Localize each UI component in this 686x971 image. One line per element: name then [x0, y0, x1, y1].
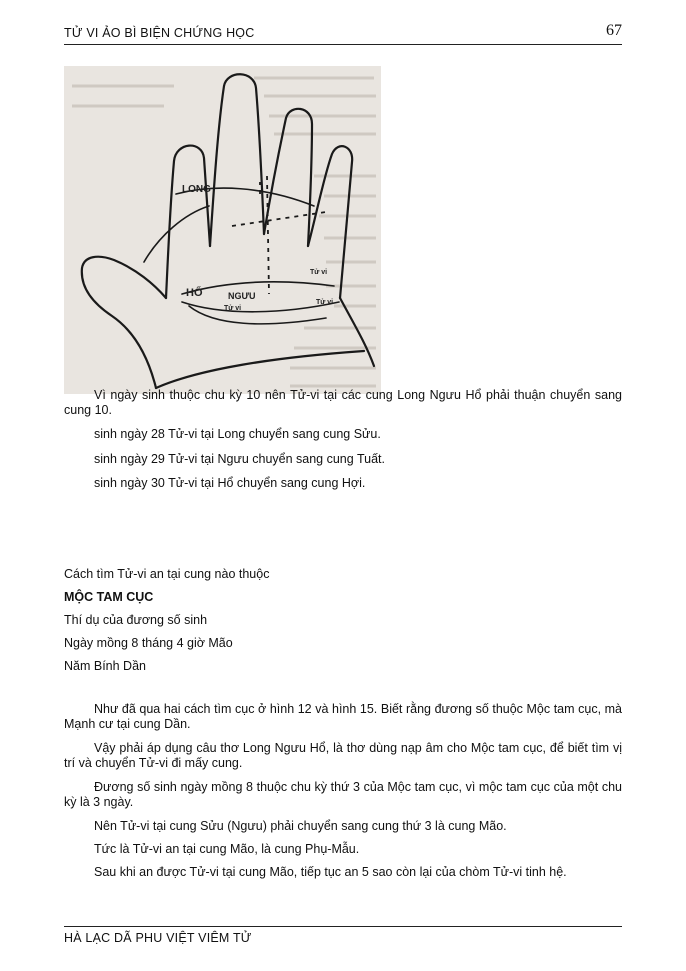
hand-diagram-figure — [64, 66, 381, 394]
paragraph-cycle-10: Vì ngày sinh thuộc chu kỳ 10 nên Tử-vi tại các cung Long Ngưu Hổ phải thuận chuyển sang cung 10. — [64, 388, 622, 417]
paragraph-move: Nên Tử-vi tại cung Sửu (Ngưu) phải chuyển sang cung thứ 3 là cung Mão. — [94, 819, 507, 833]
hand-diagram — [64, 66, 381, 394]
paragraph-day-28: sinh ngày 28 Tử-vi tại Long chuyển sang cung Sửu. — [94, 427, 381, 441]
example-year: Năm Bính Dần — [64, 659, 146, 673]
page-header — [64, 24, 622, 45]
label-tuvi-2: Tử vi — [310, 269, 328, 276]
paragraph-five-stars: Sau khi an được Tử-vi tại cung Mão, tiếp tục an 5 sao còn lại của chòm Tử-vi tinh hệ. — [94, 865, 567, 879]
label-long: LONG — [182, 184, 211, 195]
label-ho: HỔ — [186, 287, 203, 299]
background-text-lines — [72, 78, 376, 386]
label-tuvi-3: Tử vi — [316, 299, 334, 306]
paragraph-cuc: Như đã qua hai cách tìm cục ở hình 12 và hình 15. Biết rằng đương số thuộc Mộc tam cục, mà Mạnh cư tại cung Dần. — [64, 702, 622, 731]
paragraph-day-29: sinh ngày 29 Tử-vi tại Ngưu chuyển sang cung Tuất. — [94, 452, 385, 466]
header-title: TỬ VI ẢO BÌ BIỆN CHỨNG HỌC — [64, 26, 255, 40]
section-heading: MỘC TAM CỤC — [64, 590, 154, 604]
footer-text: HÀ LẠC DÃ PHU VIỆT VIÊM TỬ — [64, 931, 252, 945]
label-tuvi-1: Tử vi — [224, 305, 242, 312]
paragraph-poem: Vậy phải áp dụng câu thơ Long Ngưu Hổ, là thơ dùng nạp âm cho Mộc tam cục, để biết tìm vị trí và chuyển Tử-vi đi mấy cung. — [64, 741, 622, 770]
paragraph-cycle-3: Đương số sinh ngày mồng 8 thuộc chu kỳ thứ 3 của Mộc tam cục, vì mộc tam cục của một chu kỳ là 3 ngày. — [64, 780, 622, 809]
example-date: Ngày mồng 8 tháng 4 giờ Mão — [64, 636, 233, 650]
paragraph-day-30: sinh ngày 30 Tử-vi tại Hổ chuyển sang cung Hợi. — [94, 476, 366, 490]
paragraph-phu-mau: Tức là Tử-vi an tại cung Mão, là cung Phụ-Mẫu. — [94, 842, 360, 856]
page-number: 67 — [606, 22, 622, 39]
label-nguu: NGƯU — [228, 291, 256, 301]
hand-outline — [82, 74, 374, 388]
section-intro: Cách tìm Tử-vi an tại cung nào thuộc — [64, 567, 270, 581]
example-label: Thí dụ của đương số sinh — [64, 613, 208, 627]
page-footer — [64, 926, 622, 945]
